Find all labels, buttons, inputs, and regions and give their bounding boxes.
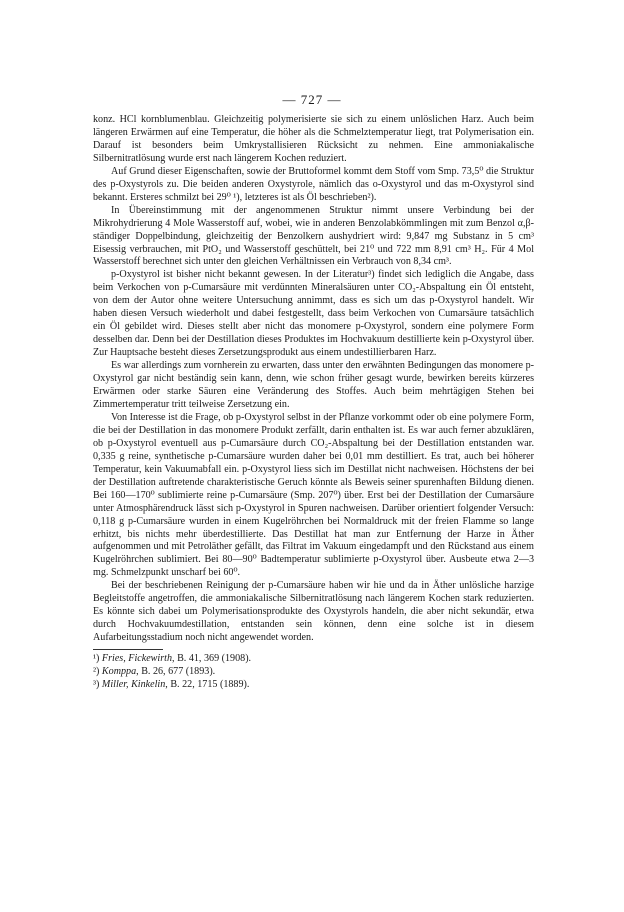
article-body xyxy=(93,114,534,692)
paragraph-5: Es war allerdings zum vornherein zu erwarten, dass unter den erwähnten Bedingungen das monomere p-Oxystyrol gar nicht beständig sein kann, denn, wie schon früher gesagt wurde, bewirken bereits kürzeres Erwärmen oder starke Säuren eine Veränderung des Stoffes. Auch beim mehrtägigen Stehen bei Zimmertemperatur tritt teilweise Zersetzung ein. xyxy=(93,360,534,410)
footnote-authors: Fries, Fickewirth xyxy=(101,653,173,665)
footnote-citation: , B. 22, 1715 (1889). xyxy=(165,678,250,690)
footnote-citation: , B. 41, 369 (1908). xyxy=(172,653,252,665)
footnote-citation: , B. 26, 677 (1893). xyxy=(136,665,216,677)
footnote-1 xyxy=(93,653,534,666)
paragraph-4: p-Oxystyrol ist bisher nicht bekannt gewesen. In der Literatur³) findet sich lediglich die Angabe, dass beim Verkochen von p-Cumarsäure mit verdünnten Mineralsäuren unter CO₂-Abspaltung ein Öl entsteht, von dem der Autor ohne weitere Untersuchung annimmt, dass es sich um das p-Oxystyrol handelt. Wir haben diesen Versuch wiederholt und dabei festgestellt, dass beim Verkochen von Cumarsäure tatsächlich ein Öl gebildet wird. Dieses stellt aber nicht das monomere p-Oxystyrol, sondern eine polymere Form desselben dar. Denn bei der Destillation dieses Produktes im Hochvakuum destillierte kein p-Oxystyrol über. Zur Hauptsache besteht dieses Zersetzungsprodukt aus einem undestillierbaren Harz. xyxy=(93,269,534,359)
paragraph-3: In Übereinstimmung mit der angenommenen Struktur nimmt unsere Verbindung bei der Mikrohydrierung 4 Mole Wasserstoff auf, wobei, wie in anderen Benzolabkömmlingen mit zum Benzol α,β-ständiger Doppelbindung, gleichzeitig der Benzolkern aushydriert wird: 9,847 mg Substanz in 5 cm³ Eisessig verbrauchen, mit PtO₂ und Wasserstoff geschüttelt, bei 21⁰ und 722 mm 8,91 cm³ H₂. Für 4 Mol Wasserstoff berechnet sich unter den gleichen Verhältnissen ein Verbrauch von 8,34 cm³. xyxy=(93,204,534,268)
footnote-3 xyxy=(93,679,534,692)
footnote-marker: ³) xyxy=(93,678,100,690)
footnote-divider xyxy=(93,649,163,650)
paragraph-6: Von Interesse ist die Frage, ob p-Oxystyrol selbst in der Pflanze vorkommt oder ob eine polymere Form, die bei der Destillation in das monomere Produkt zerfällt, darin enthalten ist. Es war auch ferner abzuklären, ob p-Oxystyrol eventuell aus p-Cumarsäure durch CO₂-Abspaltung bei der Destillation entstanden war. 0,335 g reine, synthetische p-Cumarsäure wurden daher bei 0,01 mm destilliert. Es trat, auch bei höherer Temperatur, kein Vakuumabfall ein. p-Oxystyrol liess sich im Destillat nicht nachweisen. Höchstens der bei der Destillation auftretende charakteristische Geruch könnte als Beweis seiner spurenhaften Bildung dienen. Bei 160—170⁰ sublimierte reine p-Cumarsäure (Smp. 207⁰) über. Erst bei der Destillation der Cumarsäure unter Atmosphärendruck lässt sich p-Oxystyrol in Spuren nachweisen. Darüber orientiert folgender Versuch: 0,118 g p-Cumarsäure wurden in einem Kugelröhrchen bei Normaldruck mit der freien Flamme so lange erhitzt, bis nichts mehr überdestillierte. Das Destillat hat man zur Entfernung der Harze in Äther aufgenommen und mit Petroläther gefällt, das Filtrat im Vakuum eingedampft und den Rückstand aus einem Kugelröhrchen sublimiert. Bei 80—90⁰ Badtemperatur sublimierte p-Oxystyrol über. Ausbeute etwa 2—3 mg. Schmelzpunkt unscharf bei 60⁰. xyxy=(93,411,534,579)
footnote-2 xyxy=(93,666,534,679)
footnote-authors: Komppa xyxy=(101,665,137,677)
footnote-marker: ¹) xyxy=(93,653,100,665)
paragraph-7: Bei der beschriebenen Reinigung der p-Cumarsäure haben wir hie und da in Äther unlösliche harzige Begleitstoffe angetroffen, die ammoniakalische Silbernitratlösung nach längerem Kochen stark reduzierten. Es könnte sich dabei um Polymerisationsprodukte des Oxystyrols handeln, die aber nicht sekundär, etwa durch Hochvakuumdestillation, entstanden sein können, denn eine solche ist in diesem Aufarbeitungsstadium noch nicht angewendet worden. xyxy=(93,580,534,644)
footnote-marker: ²) xyxy=(93,665,100,677)
footnote-authors: Miller, Kinkelin xyxy=(101,678,166,690)
page-number: — 727 — xyxy=(282,92,342,107)
paragraph-2: Auf Grund dieser Eigenschaften, sowie der Bruttoformel kommt dem Stoff vom Smp. 73,5⁰ die Struktur des p-Oxystyrols zu. Die beiden anderen Oxystyrole, nämlich das o-Oxystyrol und das m-Oxystyrol sind bekannt. Ersteres schmilzt bei 29⁰ ¹), letzteres ist als Öl beschrieben²). xyxy=(93,165,534,203)
paragraph-1: konz. HCl kornblumenblau. Gleichzeitig polymerisierte sie sich zu einem unlöslichen Harz. Auch beim längeren Erwärmen auf eine Temperatur, die höher als die Schmelztemperatur liegt, trat Polymerisation ein. Darauf ist besonders beim Umkrystallisieren Rücksicht zu nehmen. Eine ammoniakalische Silbernitratlösung wurde erst nach längerem Kochen reduziert. xyxy=(93,114,534,164)
